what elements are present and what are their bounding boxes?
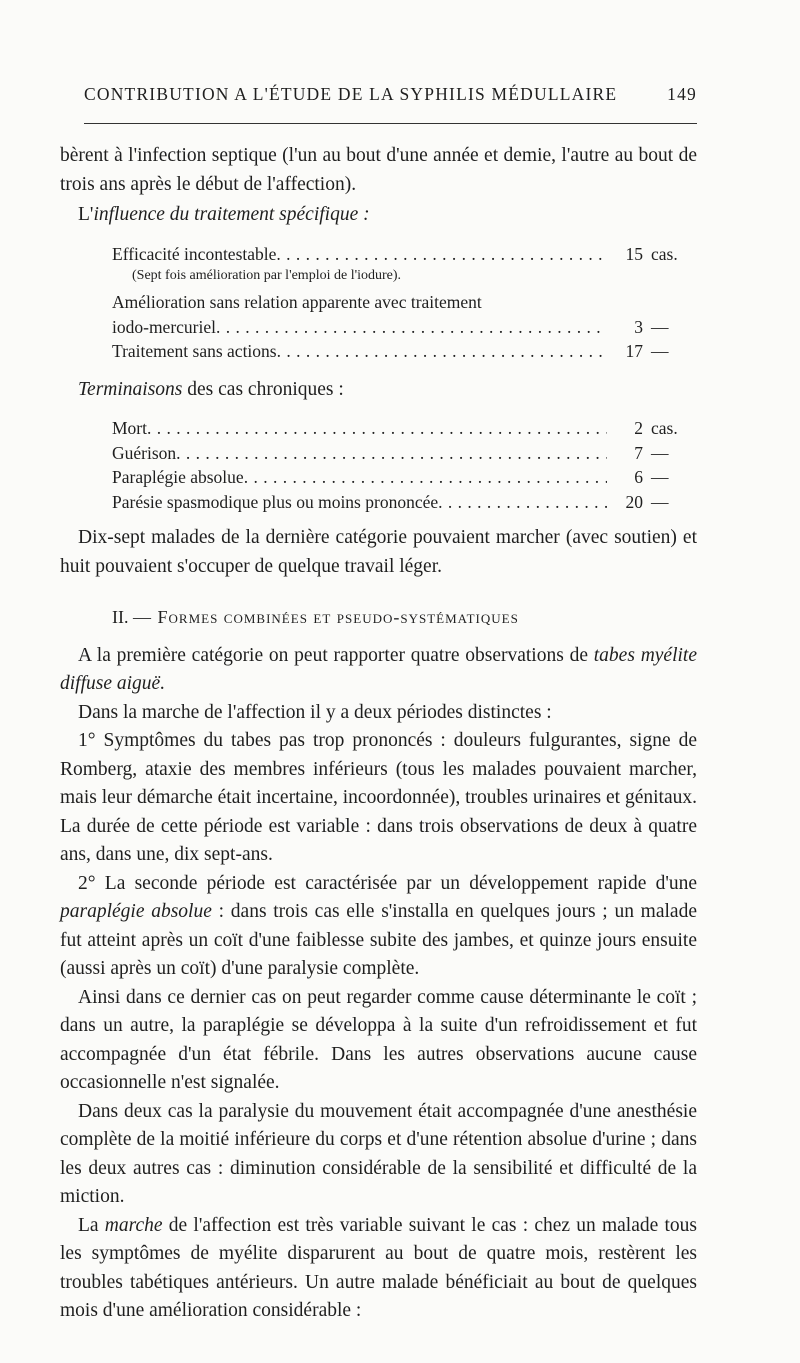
treatment-table	[112, 240, 697, 362]
table-row: Traitement sans actions . . . 17 —	[112, 337, 697, 362]
paragraph-8: Dans deux cas la paralysie du mouvement était accompagnée d'une anesthésie complète de la moitié inférieure du corps et d'une rétention absolue d'urine ; dans les deux autres cas : diminution considérable de la sensibilité et difficulté de la miction.	[60, 1100, 697, 1207]
page-header	[84, 84, 697, 105]
paragraph-4: Dans la marche de l'affection il y a deux périodes distinctes :	[78, 701, 552, 723]
paragraph-9: La marche de l'affection est très variable suivant le cas : chez un malade tous les symptômes de myélite disparurent au bout de quatre mois, restèrent les troubles tabétiques antérieurs. Un autre malade bénéficiait au bout de quelques mois d'une amélioration considérable :	[60, 1214, 697, 1321]
terminaisons-heading: Terminaisons des cas chroniques :	[78, 378, 344, 400]
running-title: CONTRIBUTION A L'ÉTUDE DE LA SYPHILIS MÉDULLAIRE	[84, 84, 618, 104]
paragraph-1: bèrent à l'infection septique (l'un au bout d'une année et demie, l'autre au bout de trois ans après le début de l'affection).	[60, 145, 697, 195]
paragraph-6: 2° La seconde période est caractérisée par un développement rapide d'une paraplégie absolue : dans trois cas elle s'installa en quelques jours ; un malade fut atteint après un coït d'une faiblesse subite des jambes, et quinze jours ensuite (aussi après un coït) d'une paralysie complète.	[60, 872, 697, 979]
table-row: iodo-mercuriel . . . 3 —	[112, 313, 697, 338]
paragraph-7: Ainsi dans ce dernier cas on peut regarder comme cause déterminante le coït ; dans un autre, la paraplégie se développa à la suite d'un refroidissement et fut accompagnée d'un état fébrile. Dans les autres observations aucune cause occasionnelle n'est signalée.	[60, 986, 697, 1093]
page-body	[60, 142, 697, 1326]
table-row: Mort . . . 2 cas.	[112, 414, 697, 439]
outcomes-table	[112, 414, 697, 512]
paragraph-3: A la première catégorie on peut rapporter quatre observations de tabes myélite diffuse aiguë.	[60, 644, 697, 694]
paragraph-2: Dix-sept malades de la dernière catégorie pouvaient marcher (avec soutien) et huit pouvaient s'occuper de quelque travail léger.	[60, 527, 697, 577]
paragraph-5: 1° Symptômes du tabes pas trop prononcés : douleurs fulgurantes, signe de Romberg, ataxie des membres inférieurs (tous les malades pouvaient marcher, mais leur démarche était incertaine, incoordonnée), troubles urinaires et génitaux. La durée de cette période est variable : dans trois observations de deux à quatre ans, dans une, dix sept-ans.	[60, 730, 697, 865]
table-row-continued: Amélioration sans relation apparente avec traitement	[112, 292, 482, 312]
table-note: (Sept fois amélioration par l'emploi de l'iodure).	[132, 268, 402, 283]
table-row: Parésie spasmodique plus ou moins prononcée . . . 20 —	[112, 488, 697, 513]
influence-heading: L'influence du traitement spécifique :	[78, 204, 370, 225]
table-row: Efficacité incontestable . . . 15 cas.	[112, 240, 697, 265]
header-rule	[84, 123, 697, 124]
table-row: Guérison . . . 7 —	[112, 439, 697, 464]
table-row: Paraplégie absolue . . . 6 —	[112, 463, 697, 488]
section-heading: II. — Formes combinées et pseudo-systématiques	[112, 607, 519, 627]
page-number: 149	[667, 84, 697, 104]
